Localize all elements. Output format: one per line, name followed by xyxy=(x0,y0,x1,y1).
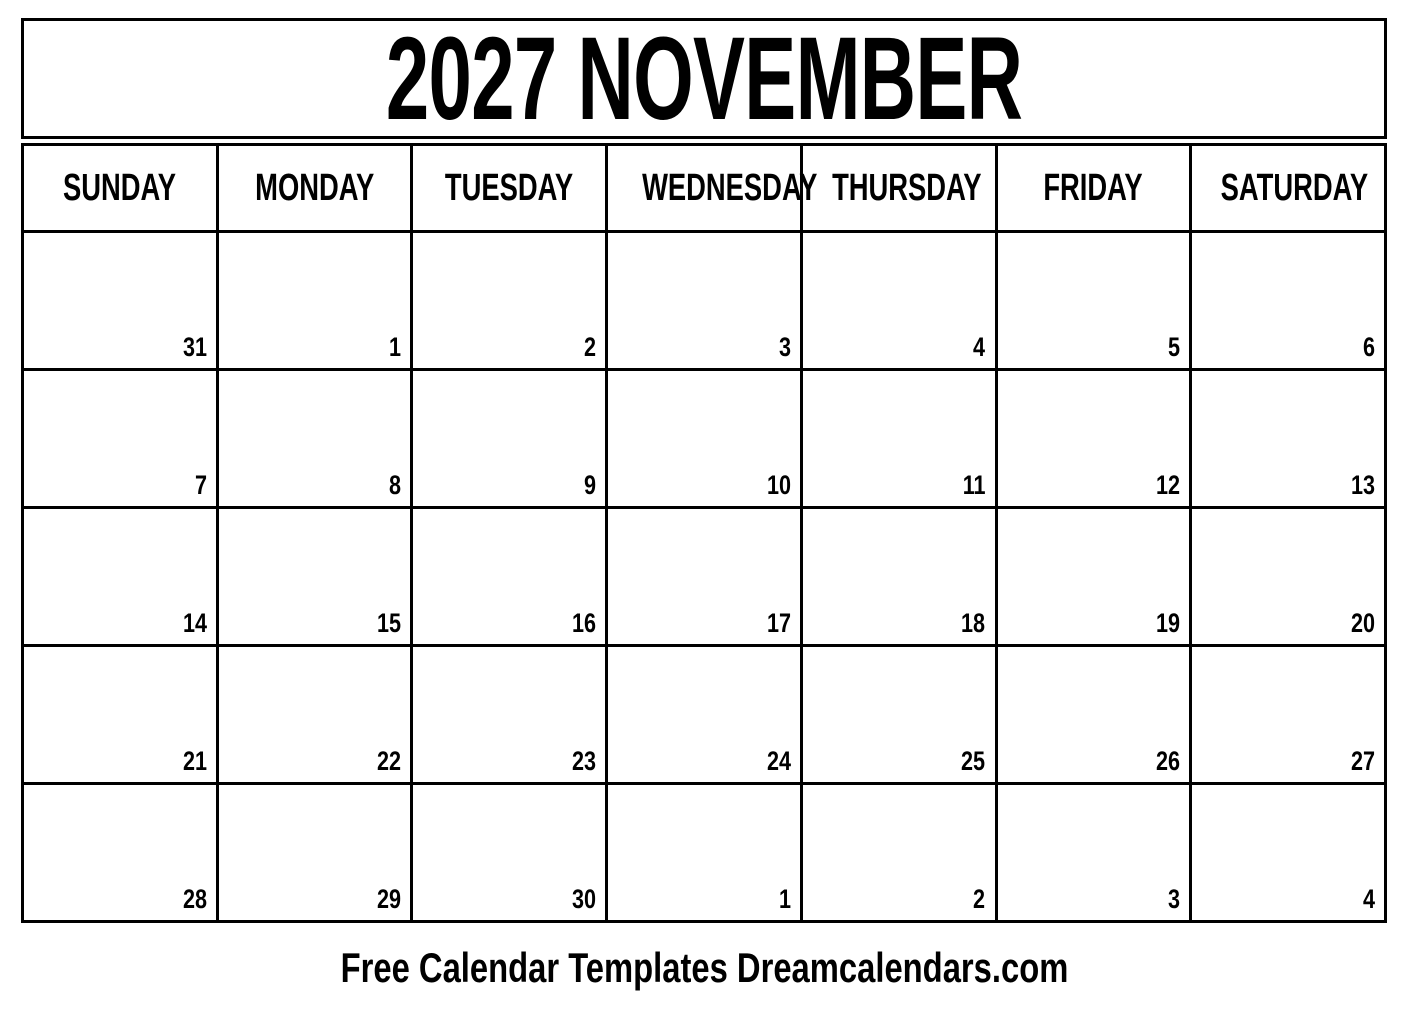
day-number: 2 xyxy=(973,884,986,914)
day-number: 10 xyxy=(766,470,791,500)
weekday-label: SATURDAY xyxy=(1220,167,1369,209)
day-cell xyxy=(412,784,607,922)
day-number: 4 xyxy=(973,332,986,362)
day-cell xyxy=(996,784,1191,922)
day-number: 1 xyxy=(389,332,402,362)
day-number: 1 xyxy=(778,884,791,914)
day-number: 18 xyxy=(961,608,986,638)
calendar-title-box xyxy=(21,18,1387,139)
day-cell xyxy=(217,646,412,784)
day-cell xyxy=(23,232,218,370)
day-number: 23 xyxy=(572,746,597,776)
day-number: 9 xyxy=(584,470,597,500)
day-cell xyxy=(1191,232,1386,370)
day-number: 13 xyxy=(1350,470,1375,500)
day-cell xyxy=(1191,784,1386,922)
calendar-title: 2027 NOVEMBER xyxy=(385,18,1023,139)
day-cell xyxy=(607,646,802,784)
day-cell xyxy=(607,784,802,922)
day-cell xyxy=(412,232,607,370)
week-row xyxy=(23,232,1386,370)
day-number: 22 xyxy=(377,746,402,776)
day-cell xyxy=(607,232,802,370)
day-number: 8 xyxy=(389,470,402,500)
day-number: 12 xyxy=(1156,470,1181,500)
day-number: 7 xyxy=(194,470,207,500)
day-number: 3 xyxy=(778,332,791,362)
calendar-grid xyxy=(21,143,1387,923)
day-cell xyxy=(412,370,607,508)
weekday-label: WEDNESDAY xyxy=(642,167,818,209)
calendar-page xyxy=(21,18,1387,989)
week-row xyxy=(23,508,1386,646)
day-number: 11 xyxy=(962,470,986,500)
weekday-label: MONDAY xyxy=(255,167,375,209)
day-cell xyxy=(801,646,996,784)
day-number: 21 xyxy=(182,746,207,776)
day-cell xyxy=(23,370,218,508)
day-number: 25 xyxy=(961,746,986,776)
day-cell xyxy=(801,232,996,370)
day-number: 24 xyxy=(766,746,791,776)
day-cell xyxy=(217,784,412,922)
day-cell xyxy=(217,508,412,646)
day-cell xyxy=(1191,646,1386,784)
day-cell xyxy=(996,232,1191,370)
day-cell xyxy=(217,370,412,508)
weekday-header-monday xyxy=(217,145,412,232)
day-cell xyxy=(412,508,607,646)
day-cell xyxy=(1191,370,1386,508)
day-cell xyxy=(23,784,218,922)
weekday-header-thursday xyxy=(801,145,996,232)
weekday-header-friday xyxy=(996,145,1191,232)
weekday-label: TUESDAY xyxy=(445,167,574,209)
day-number: 20 xyxy=(1350,608,1375,638)
day-number: 27 xyxy=(1350,746,1375,776)
day-number: 30 xyxy=(572,884,597,914)
day-number: 16 xyxy=(572,608,597,638)
day-number: 26 xyxy=(1156,746,1181,776)
weekday-header-saturday xyxy=(1191,145,1386,232)
day-cell xyxy=(1191,508,1386,646)
day-cell xyxy=(23,508,218,646)
day-number: 2 xyxy=(584,332,597,362)
day-number: 15 xyxy=(377,608,402,638)
day-number: 28 xyxy=(182,884,207,914)
weekday-header-tuesday xyxy=(412,145,607,232)
day-cell xyxy=(217,232,412,370)
day-number: 5 xyxy=(1168,332,1181,362)
weekday-header-row xyxy=(23,145,1386,232)
day-cell xyxy=(996,370,1191,508)
weekday-label: THURSDAY xyxy=(831,167,982,209)
day-cell xyxy=(996,646,1191,784)
day-number: 6 xyxy=(1362,332,1375,362)
day-number: 4 xyxy=(1362,884,1375,914)
day-cell xyxy=(412,646,607,784)
day-number: 3 xyxy=(1168,884,1181,914)
week-row xyxy=(23,784,1386,922)
weekday-header-sunday xyxy=(23,145,218,232)
day-number: 31 xyxy=(182,332,207,362)
day-cell xyxy=(607,370,802,508)
day-number: 19 xyxy=(1156,608,1181,638)
day-cell xyxy=(801,508,996,646)
day-number: 29 xyxy=(377,884,402,914)
weekday-label: SUNDAY xyxy=(63,167,177,209)
weekday-header-wednesday xyxy=(607,145,818,232)
day-cell xyxy=(801,784,996,922)
day-cell xyxy=(23,646,218,784)
week-row xyxy=(23,370,1386,508)
day-number: 17 xyxy=(766,608,791,638)
day-number: 14 xyxy=(182,608,207,638)
week-row xyxy=(23,646,1386,784)
weekday-label: FRIDAY xyxy=(1043,167,1144,209)
footer-text: Free Calendar Templates Dreamcalendars.com xyxy=(340,944,1068,991)
day-cell xyxy=(996,508,1191,646)
footer xyxy=(21,944,1387,991)
day-cell xyxy=(607,508,802,646)
day-cell xyxy=(801,370,996,508)
